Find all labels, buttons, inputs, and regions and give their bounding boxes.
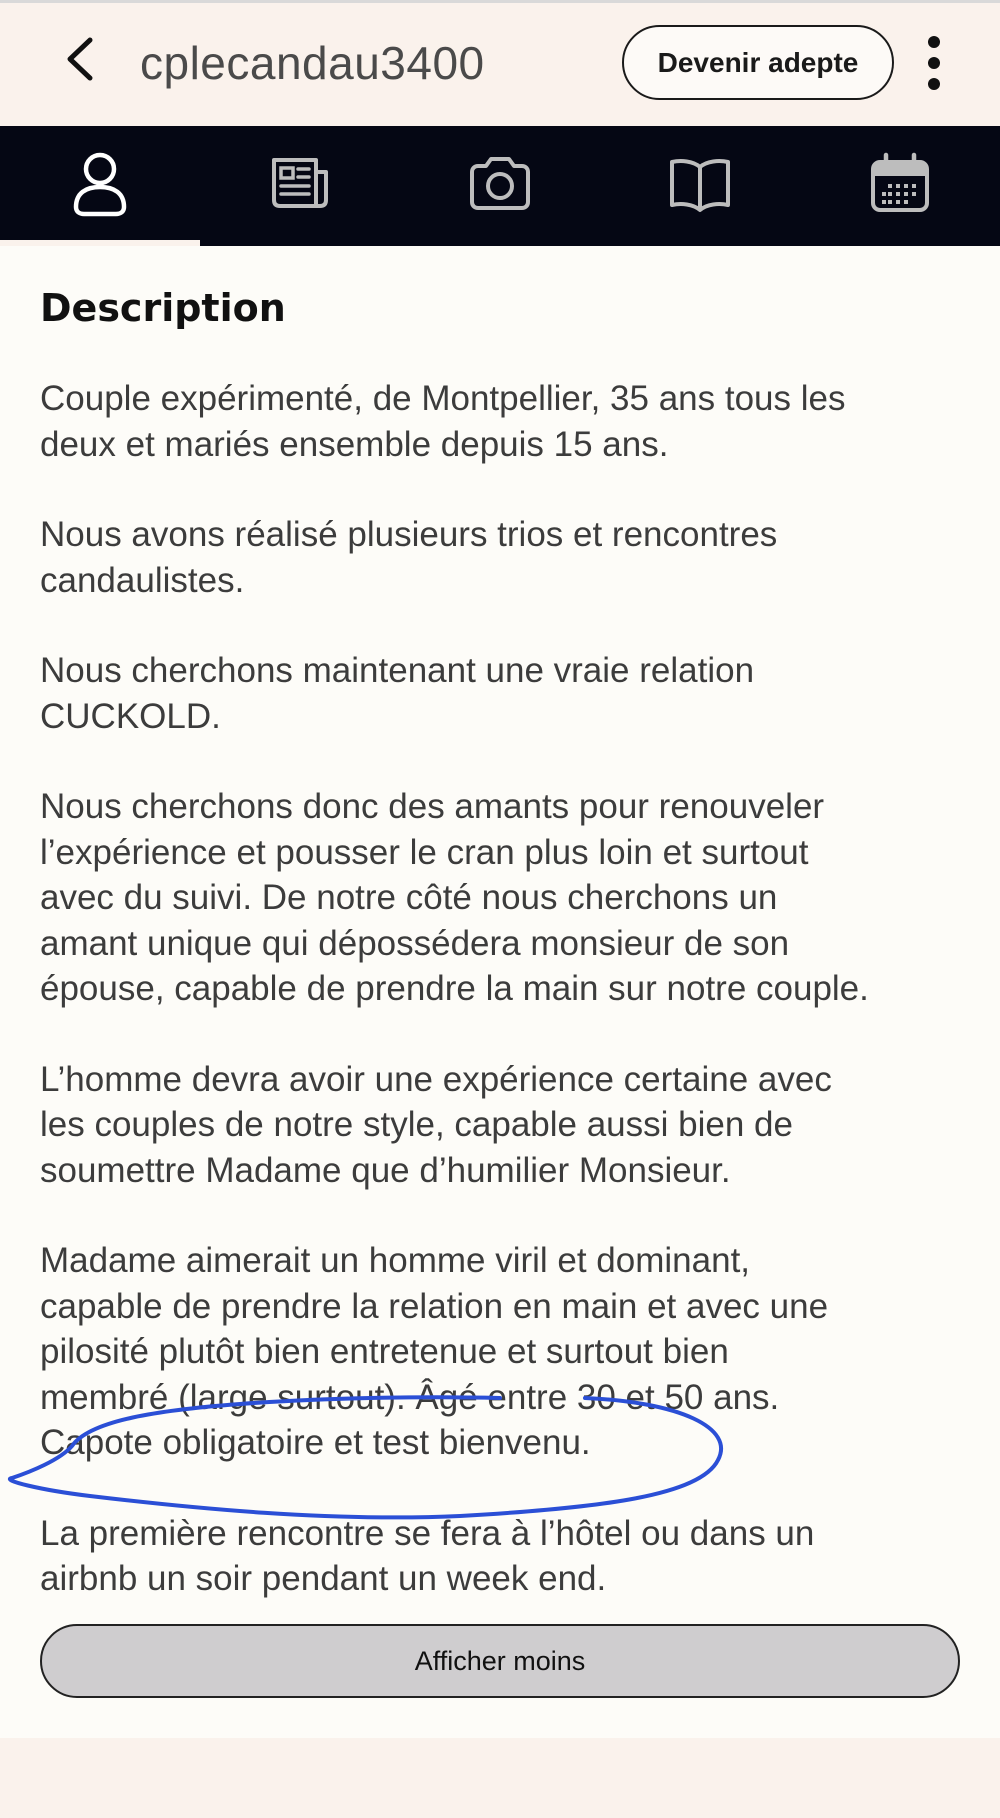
more-vertical-icon bbox=[928, 36, 940, 48]
description-paragraph: Couple expérimenté, de Montpellier, 35 ans tous les deux et mariés ensemble depuis 15 ans. bbox=[40, 379, 846, 464]
more-options-button[interactable] bbox=[912, 33, 956, 93]
profile-username: cplecandau3400 bbox=[140, 37, 485, 89]
tab-photos[interactable] bbox=[400, 126, 600, 246]
description-text bbox=[40, 376, 970, 1647]
description-paragraph: Nous avons réalisé plusieurs trios et rencontres candaulistes. bbox=[40, 515, 778, 600]
back-button[interactable] bbox=[50, 31, 110, 91]
calendar-icon bbox=[868, 152, 932, 221]
profile-tab-bar bbox=[0, 126, 1000, 246]
tab-events[interactable] bbox=[800, 126, 1000, 246]
chevron-left-icon bbox=[60, 34, 100, 89]
description-paragraph: La première rencontre se fera à l’hôtel ou dans un airbnb un soir pendant un week end. bbox=[40, 1513, 815, 1598]
description-paragraph: L’homme devra avoir une expérience certaine avec les couples de notre style, capable aussi bien de soumettre Madame que d’humilier Monsieur. bbox=[40, 1059, 832, 1190]
book-icon bbox=[667, 155, 733, 218]
description-heading: Description bbox=[40, 286, 286, 330]
more-vertical-icon-dot bbox=[928, 78, 940, 90]
show-less-button[interactable]: Afficher moins bbox=[40, 1624, 960, 1698]
profile-header bbox=[0, 3, 1000, 126]
description-paragraph: Nous cherchons donc des amants pour renouveler l’expérience et pousser le cran plus loin et surtout avec du suivi. De notre côté nous cherchons un amant unique qui dépossédera monsieur de son épouse, capable de prendre la main sur notre couple. bbox=[40, 787, 869, 1008]
description-panel bbox=[0, 246, 1000, 1738]
follow-button[interactable]: Devenir adepte bbox=[622, 25, 894, 100]
description-paragraph: Nous cherchons maintenant une vraie relation CUCKOLD. bbox=[40, 651, 755, 736]
tab-stories[interactable] bbox=[600, 126, 800, 246]
user-icon bbox=[68, 149, 132, 224]
tab-posts[interactable] bbox=[200, 126, 400, 246]
description-paragraph: Madame aimerait un homme viril et dominant, capable de prendre la relation en main et avec une pilosité plutôt bien entretenue et surtout bien membré (large surtout). Âgé entre 30 et 50 ans. Capote obligatoire et test bienvenu. bbox=[40, 1241, 829, 1462]
newspaper-icon bbox=[268, 154, 332, 219]
tab-profile[interactable] bbox=[0, 126, 200, 246]
more-vertical-icon-dot bbox=[928, 57, 940, 69]
camera-icon bbox=[466, 154, 534, 219]
